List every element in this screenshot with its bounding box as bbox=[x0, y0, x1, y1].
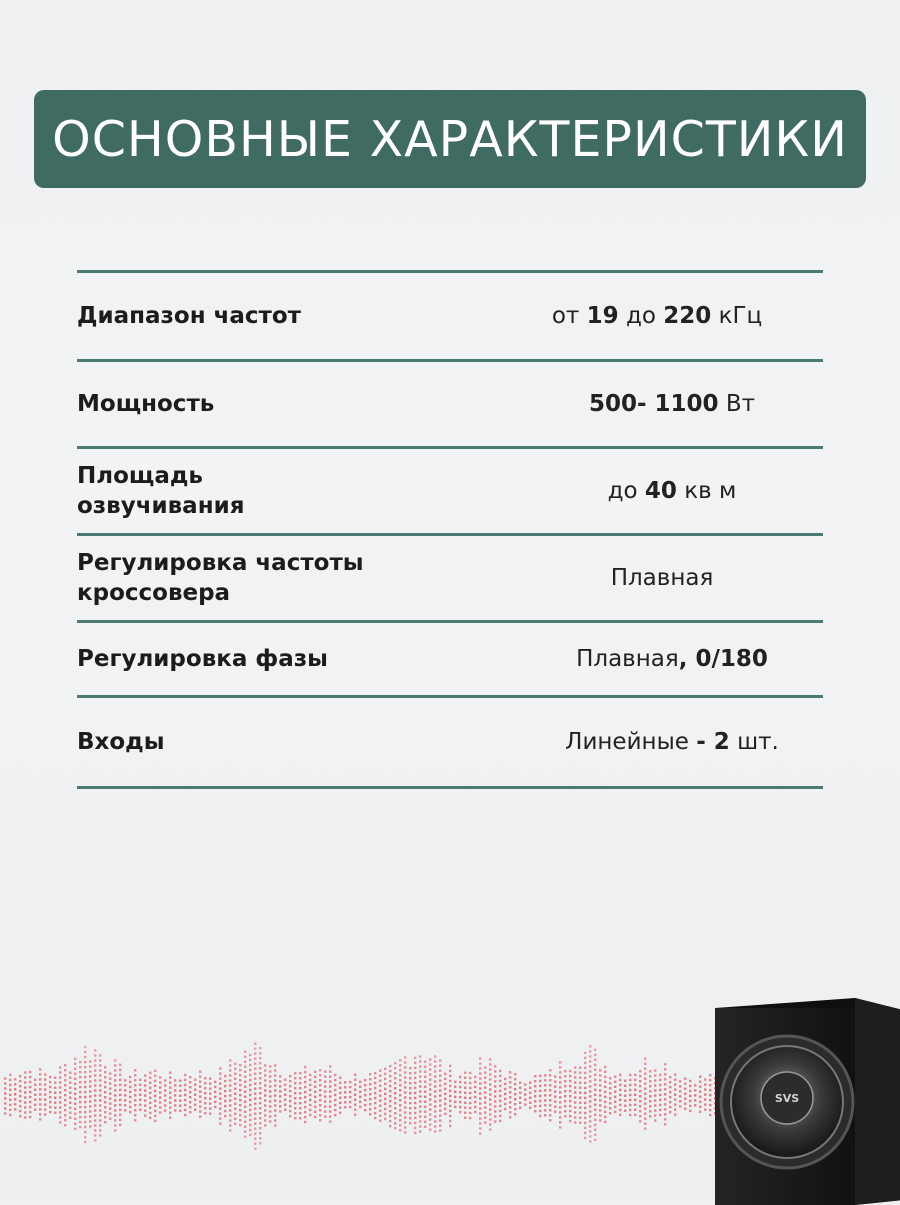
brand-logo: SVS bbox=[774, 1092, 800, 1105]
spec-value-part: кв м bbox=[676, 478, 737, 504]
spec-value-part: , 0/180 bbox=[678, 646, 768, 672]
spec-value bbox=[517, 646, 827, 672]
spec-value-part: 220 bbox=[663, 303, 712, 329]
spec-value-part: Плавная bbox=[610, 565, 714, 591]
page-title: ОСНОВНЫЕ ХАРАКТЕРИСТИКИ bbox=[52, 110, 848, 168]
title-banner bbox=[34, 90, 866, 188]
spec-row bbox=[77, 536, 823, 620]
spec-value-part: до bbox=[607, 478, 645, 504]
spec-row bbox=[77, 623, 823, 695]
spec-value-part: - 2 bbox=[696, 729, 730, 755]
spec-row bbox=[77, 449, 823, 533]
spec-value-part: Линейные bbox=[565, 729, 697, 755]
divider bbox=[77, 786, 823, 789]
spec-label: Диапазон частот bbox=[77, 303, 302, 329]
spec-label: Регулировка частоты кроссовера bbox=[77, 550, 364, 606]
spec-row bbox=[77, 362, 823, 446]
spec-row bbox=[77, 273, 823, 359]
spec-label: Регулировка фазы bbox=[77, 646, 328, 672]
spec-value bbox=[517, 478, 827, 504]
subwoofer-image bbox=[705, 990, 900, 1205]
spec-value-part: кГц bbox=[711, 303, 763, 329]
sound-wave-graphic bbox=[0, 1030, 720, 1160]
spec-value bbox=[517, 391, 827, 417]
spec-value bbox=[502, 303, 812, 329]
spec-label: Площадь озвучивания bbox=[77, 463, 245, 519]
spec-row bbox=[77, 698, 823, 786]
spec-value bbox=[507, 565, 817, 591]
spec-value-part: шт. bbox=[729, 729, 779, 755]
spec-value-part: до bbox=[618, 303, 664, 329]
spec-value bbox=[517, 729, 827, 755]
spec-value-part: Вт bbox=[718, 391, 756, 417]
spec-value-part: 500- 1100 bbox=[588, 391, 719, 417]
spec-table bbox=[77, 270, 823, 789]
spec-value-part: Плавная bbox=[576, 646, 679, 672]
spec-value-part: 19 bbox=[586, 303, 619, 329]
spec-value-part: 40 bbox=[644, 478, 677, 504]
spec-label: Мощность bbox=[77, 391, 215, 417]
spec-label: Входы bbox=[77, 729, 165, 755]
spec-value-part: от bbox=[551, 303, 587, 329]
